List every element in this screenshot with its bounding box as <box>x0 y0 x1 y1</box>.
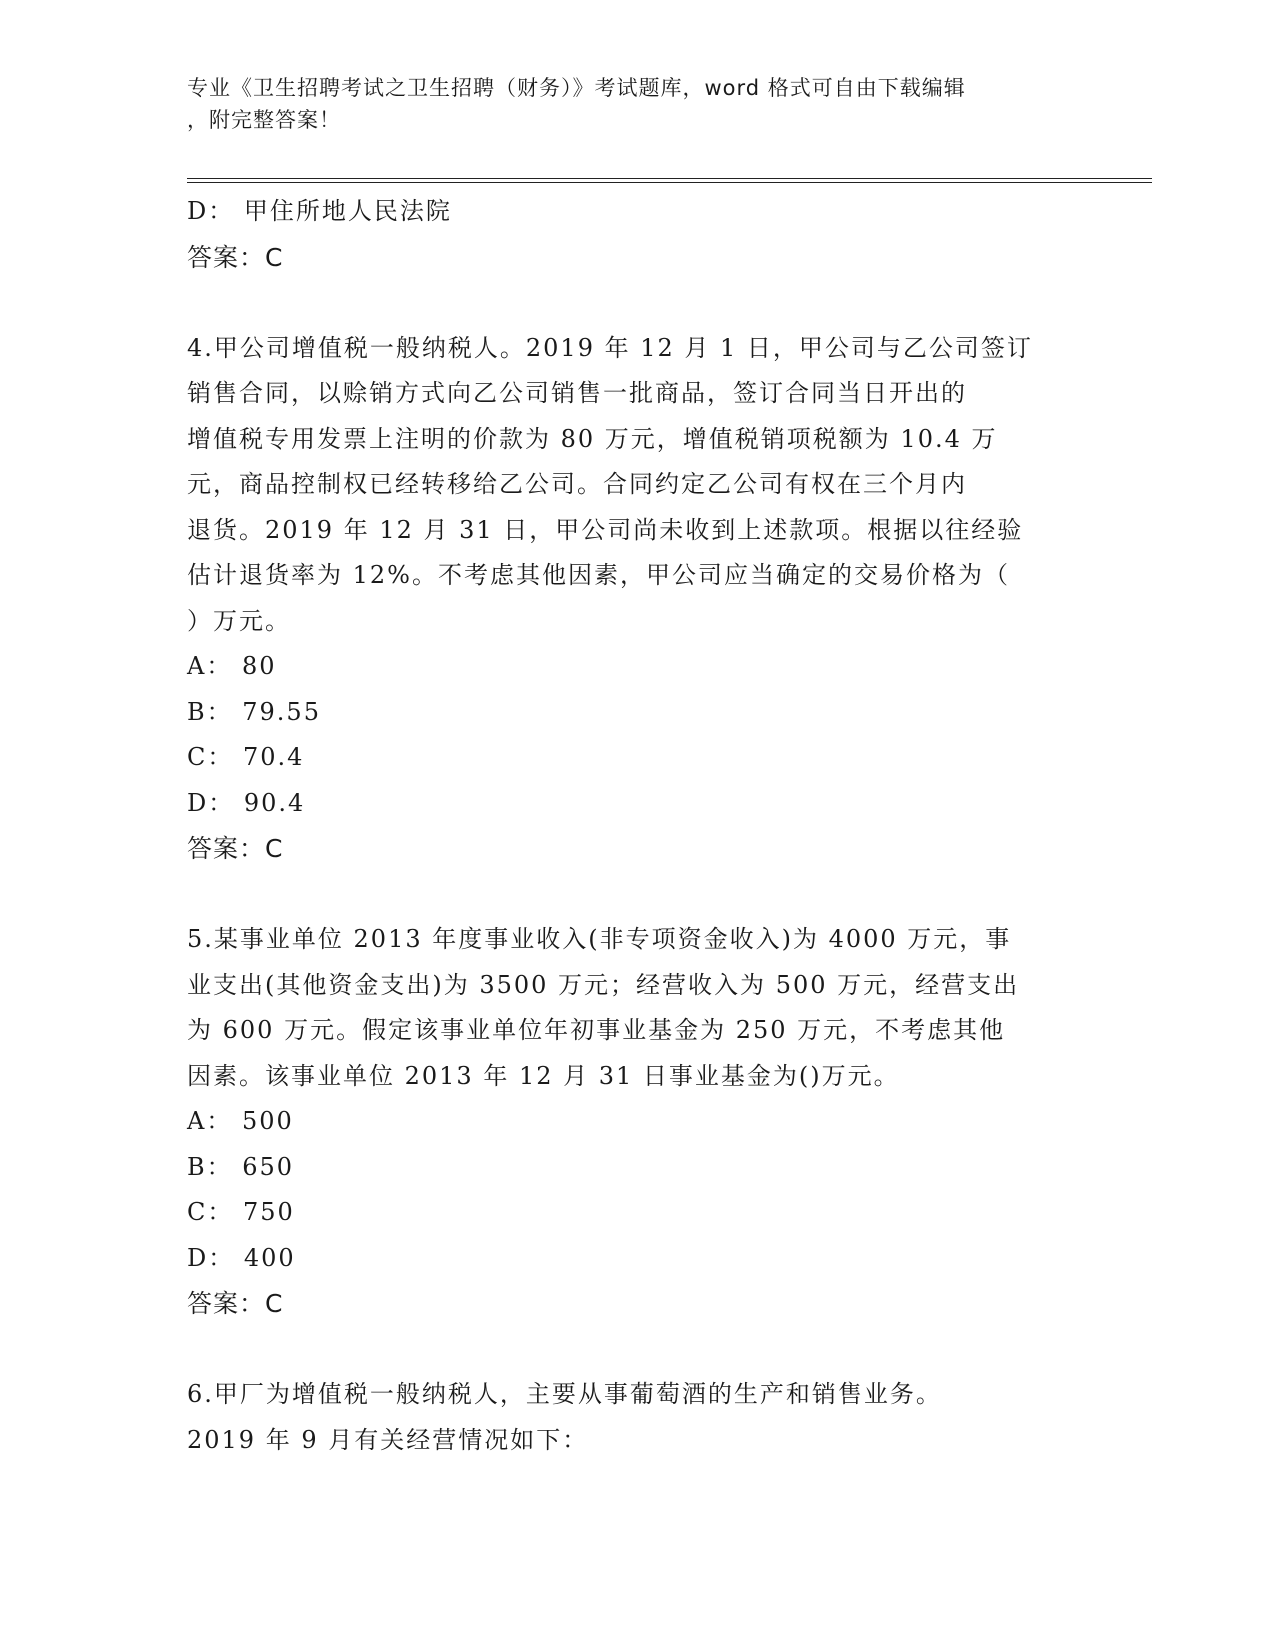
option-a: A： 80 <box>187 652 277 680</box>
answer-line: 答案：C <box>187 834 284 863</box>
answer-line: 答案：C <box>187 242 284 272</box>
question-text-line: 因素。该事业单位 2013 年 12 月 31 日事业基金为()万元。 <box>187 1061 900 1090</box>
header-line-1: 专业《卫生招聘考试之卫生招聘（财务）》考试题库，word 格式可自由下载编辑 <box>187 76 966 100</box>
question-text-line: 退货。2019 年 12 月 31 日，甲公司尚未收到上述款项。根据以往经验 <box>187 515 1024 544</box>
question-6 <box>187 1372 1087 1463</box>
header-line-2: ，附完整答案！ <box>187 108 341 132</box>
question-text-line: 增值税专用发票上注明的价款为 80 万元，增值税销项税额为 10.4 万 <box>187 424 998 453</box>
option-d: D： 400 <box>187 1243 296 1272</box>
spacer <box>187 1327 1087 1373</box>
question-5 <box>187 917 1087 1327</box>
spacer <box>187 872 1087 918</box>
document-body <box>187 189 1087 1463</box>
question-text-line: 为 600 万元。假定该事业单位年初事业基金为 250 万元，不考虑其他 <box>187 1016 1006 1044</box>
spacer <box>187 280 1087 326</box>
document-header <box>187 72 1087 136</box>
option-a: A： 500 <box>187 1107 294 1135</box>
option-b: B： 650 <box>187 1152 295 1181</box>
header-rule-bottom <box>187 182 1152 183</box>
option-d: D： 90.4 <box>187 788 306 817</box>
question-text-line: 5.某事业单位 2013 年度事业收入(非专项资金收入)为 4000 万元，事 <box>187 925 1012 953</box>
question-text-line: 业支出(其他资金支出)为 3500 万元；经营收入为 500 万元，经营支出 <box>187 970 1020 999</box>
option-c: C： 750 <box>187 1198 295 1226</box>
answer-line: 答案：C <box>187 1289 284 1318</box>
question-text-line: 4.甲公司增值税一般纳税人。2019 年 12 月 1 日，甲公司与乙公司签订 <box>187 333 1033 362</box>
question-text-line: 销售合同，以赊销方式向乙公司销售一批商品，签订合同当日开出的 <box>187 379 967 407</box>
question-text-line: 2019 年 9 月有关经营情况如下： <box>187 1425 589 1454</box>
question-text-line: 6.甲厂为增值税一般纳税人，主要从事葡萄酒的生产和销售业务。 <box>187 1380 942 1408</box>
question-text-line: ）万元。 <box>187 606 291 635</box>
option-b: B： 79.55 <box>187 697 321 726</box>
question-4 <box>187 326 1087 872</box>
prev-question <box>187 189 1087 280</box>
option-d: D： 甲住所地人民法院 <box>187 197 452 225</box>
question-text-line: 元，商品控制权已经转移给乙公司。合同约定乙公司有权在三个月内 <box>187 470 967 498</box>
option-c: C： 70.4 <box>187 743 305 771</box>
question-text-line: 估计退货率为 12%。不考虑其他因素，甲公司应当确定的交易价格为（ <box>187 561 1010 589</box>
header-rule-top <box>187 178 1152 179</box>
